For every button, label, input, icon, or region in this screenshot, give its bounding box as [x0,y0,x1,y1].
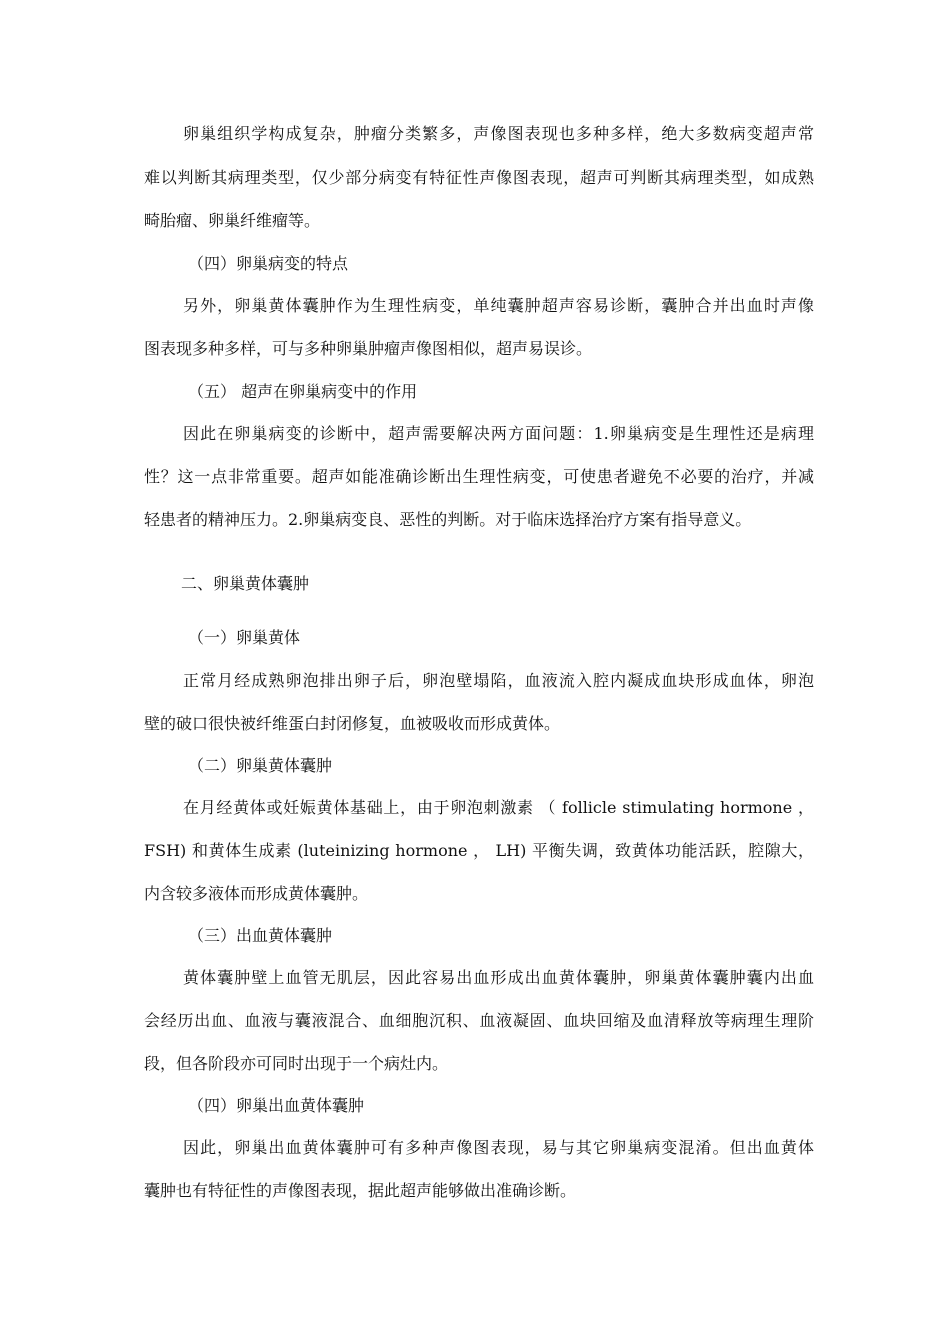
paragraph-line: 轻患者的精神压力。2.卵巢病变良、恶性的判断。对于临床选择治疗方案有指导意义。 [144,510,752,529]
paragraph-line: 段，但各阶段亦可同时出现于一个病灶内。 [144,1054,449,1073]
paragraph-line: 难以判断其病理类型，仅少部分病变有特征性声像图表现，超声可判断其病理类型，如成熟 [144,168,814,187]
paragraph-line: 图表现多种多样，可与多种卵巢肿瘤声像图相似，超声易误诊。 [144,339,593,358]
paragraph-line: 正常月经成熟卵泡排出卵子后，卵泡壁塌陷，血液流入腔内凝成血块形成血体，卵泡 [183,671,814,690]
paragraph-line: 在月经黄体或妊娠黄体基础上，由于卵泡刺激素 （ follicle stimulating hormone ， [183,798,814,817]
section-heading: （三）出血黄体囊肿 [188,926,333,945]
paragraph-line: 因此，卵巢出血黄体囊肿可有多种声像图表现，易与其它卵巢病变混淆。但出血黄体 [183,1138,814,1157]
paragraph-line: 卵巢组织学构成复杂，肿瘤分类繁多，声像图表现也多种多样，绝大多数病变超声常 [183,124,814,143]
section-heading: （二）卵巢黄体囊肿 [188,756,333,775]
section-heading: （五） 超声在卵巢病变中的作用 [188,382,418,401]
paragraph-line: 囊肿也有特征性的声像图表现，据此超声能够做出准确诊断。 [144,1181,577,1200]
paragraph-line: 内含较多液体而形成黄体囊肿。 [144,884,369,903]
paragraph-line: FSH) 和黄体生成素 (luteinizing hormone ， LH) 平衡失调，致黄体功能活跃，腔隙大， [144,841,814,860]
paragraph-line: 会经历出血、血液与囊液混合、血细胞沉积、血液凝固、血块回缩及血清释放等病理生理阶 [144,1011,814,1030]
paragraph-line: 畸胎瘤、卵巢纤维瘤等。 [144,211,321,230]
paragraph-line: 壁的破口很快被纤维蛋白封闭修复，血被吸收而形成黄体。 [144,714,561,733]
chapter-heading: 二、卵巢黄体囊肿 [181,574,310,593]
paragraph-line: 黄体囊肿壁上血管无肌层，因此容易出血形成出血黄体囊肿，卵巢黄体囊肿囊内出血 [183,968,814,987]
section-heading: （一）卵巢黄体 [188,628,301,647]
section-heading: （四）卵巢病变的特点 [188,254,349,273]
paragraph-line: 另外，卵巢黄体囊肿作为生理性病变，单纯囊肿超声容易诊断，囊肿合并出血时声像 [183,296,814,315]
paragraph-line: 因此在卵巢病变的诊断中，超声需要解决两方面问题：1.卵巢病变是生理性还是病理 [183,424,814,443]
paragraph-line: 性？这一点非常重要。超声如能准确诊断出生理性病变，可使患者避免不必要的治疗，并减 [144,467,814,486]
section-heading: （四）卵巢出血黄体囊肿 [188,1096,365,1115]
